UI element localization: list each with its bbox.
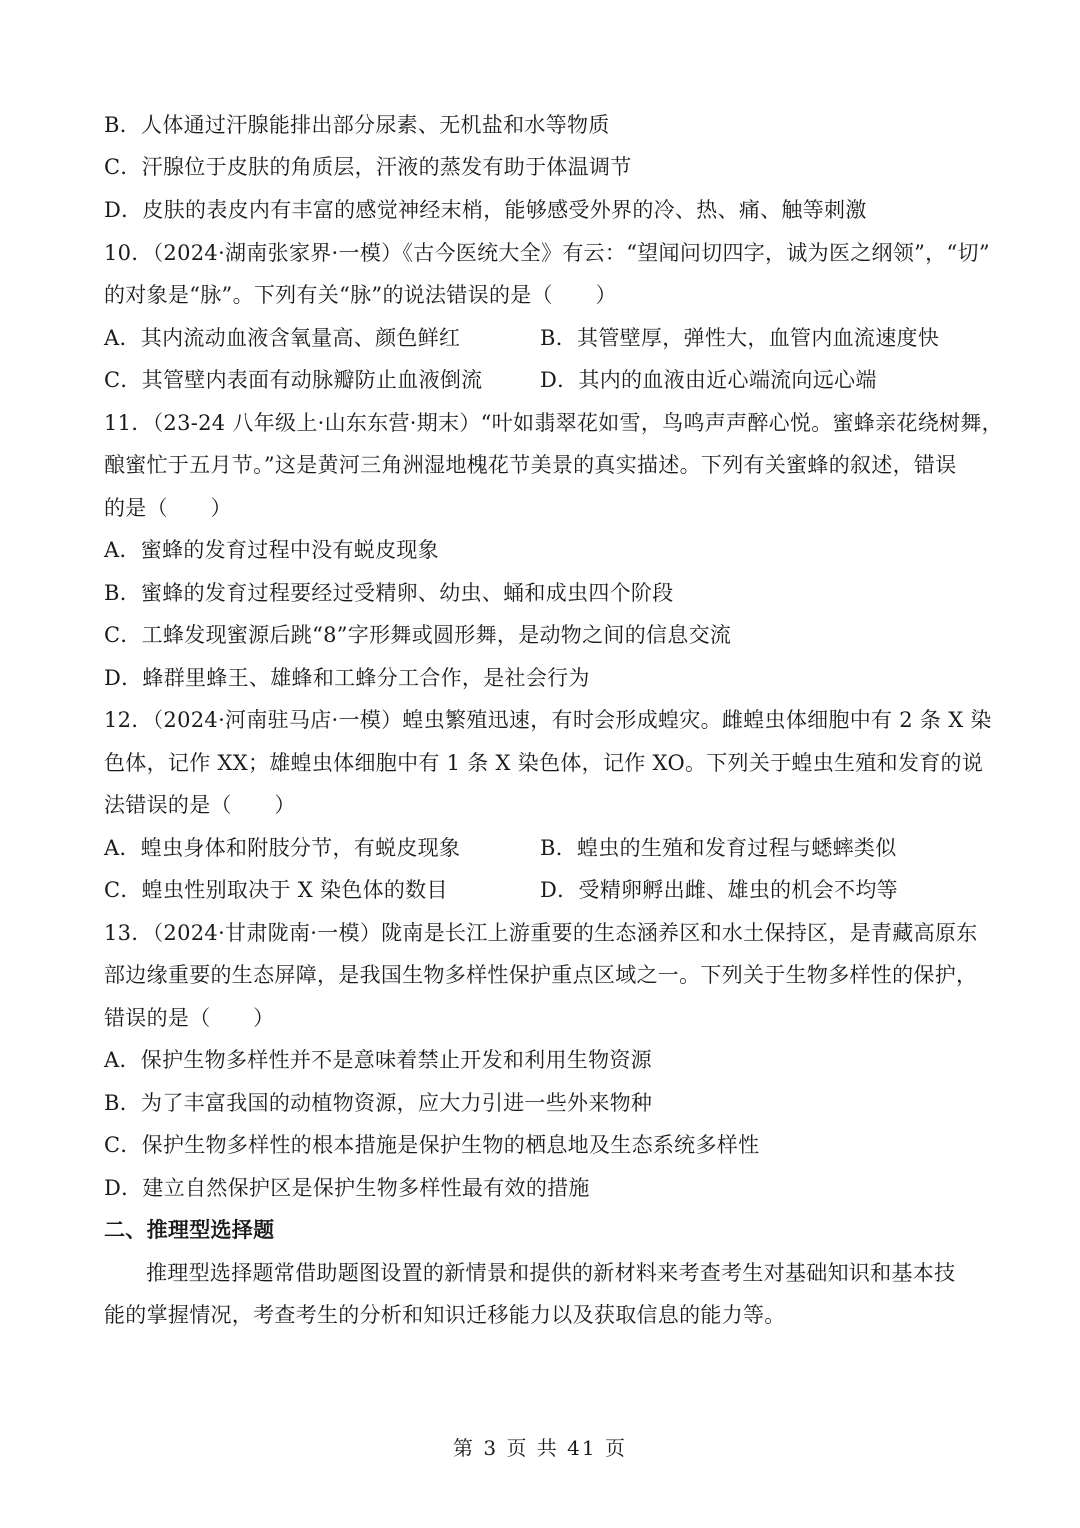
q11-stem-line-2: 酿蜜忙于五月节。”这是黄河三角洲湿地槐花节美景的真实描述。下列有关蜜蜂的叙述，错误 bbox=[104, 453, 957, 477]
q10-option-b: B．其管壁厚，弹性大，血管内血流速度快 bbox=[540, 326, 940, 350]
q9-option-b: B．人体通过汗腺能排出部分尿素、无机盐和水等物质 bbox=[104, 113, 610, 137]
q9-option-d: D．皮肤的表皮内有丰富的感觉神经末梢，能够感受外界的冷、热、痛、触等刺激 bbox=[104, 198, 867, 222]
q11-stem-line-1: 11．（23-24 八年级上·山东东营·期末）“叶如翡翠花如雪，鸟鸣声声醉心悦。蜜蜂亲花绕树舞， bbox=[104, 411, 1003, 435]
q11-option-c: C．工蜂发现蜜源后跳“8”字形舞或圆形舞，是动物之间的信息交流 bbox=[104, 623, 732, 647]
section-intro-line-1: 推理型选择题常借助题图设置的新情景和提供的新材料来考查考生对基础知识和基本技 bbox=[146, 1261, 956, 1285]
q12-stem-line-3: 法错误的是（ ） bbox=[104, 793, 296, 817]
q10-option-c: C．其管壁内表面有动脉瓣防止血液倒流 bbox=[104, 368, 483, 392]
q13-stem-line-3: 错误的是（ ） bbox=[104, 1006, 275, 1030]
q11-option-a: A．蜜蜂的发育过程中没有蜕皮现象 bbox=[104, 538, 439, 562]
q13-stem-line-1: 13．（2024·甘肃陇南·一模）陇南是长江上游重要的生态涵养区和水土保持区，是青藏高原东 bbox=[104, 921, 978, 945]
q12-stem-line-2: 色体，记作 XX；雄蝗虫体细胞中有 1 条 X 染色体，记作 XO。下列关于蝗虫生殖和发育的说 bbox=[104, 751, 984, 775]
q11-stem-line-3: 的是（ ） bbox=[104, 496, 232, 520]
q12-option-d: D．受精卵孵出雌、雄虫的机会不均等 bbox=[540, 878, 898, 902]
q12-option-c: C．蝗虫性别取决于 X 染色体的数目 bbox=[104, 878, 448, 902]
page-number: 第 3 页 共 41 页 bbox=[453, 1436, 627, 1460]
q12-option-a: A．蝗虫身体和附肢分节，有蜕皮现象 bbox=[104, 836, 461, 860]
q13-stem-line-2: 部边缘重要的生态屏障，是我国生物多样性保护重点区域之一。下列关于生物多样性的保护， bbox=[104, 963, 978, 987]
q10-option-a: A．其内流动血液含氧量高、颜色鲜红 bbox=[104, 326, 461, 350]
q13-option-a: A．保护生物多样性并不是意味着禁止开发和利用生物资源 bbox=[104, 1048, 652, 1072]
q13-option-c: C．保护生物多样性的根本措施是保护生物的栖息地及生态系统多样性 bbox=[104, 1133, 760, 1157]
q10-stem-line-1: 10．（2024·湖南张家界·一模）《古今医统大全》有云：“望闻问切四字，诚为医之纲领”，“切” bbox=[104, 241, 990, 265]
q11-option-b: B．蜜蜂的发育过程要经过受精卵、幼虫、蛹和成虫四个阶段 bbox=[104, 581, 674, 605]
q10-option-d: D．其内的血液由近心端流向远心端 bbox=[540, 368, 877, 392]
section-heading: 二、推理型选择题 bbox=[104, 1218, 275, 1242]
section-intro-line-2: 能的掌握情况，考查考生的分析和知识迁移能力以及获取信息的能力等。 bbox=[104, 1303, 786, 1327]
q9-option-c: C．汗腺位于皮肤的角质层，汗液的蒸发有助于体温调节 bbox=[104, 155, 632, 179]
q10-stem-line-2: 的对象是“脉”。下列有关“脉”的说法错误的是（ ） bbox=[104, 283, 617, 307]
q12-option-b: B．蝗虫的生殖和发育过程与蟋蟀类似 bbox=[540, 836, 897, 860]
q11-option-d: D．蜂群里蜂王、雄蜂和工蜂分工合作，是社会行为 bbox=[104, 666, 590, 690]
q12-stem-line-1: 12．（2024·河南驻马店·一模）蝗虫繁殖迅速，有时会形成蝗灾。雌蝗虫体细胞中有 2 条 X 染 bbox=[104, 708, 992, 732]
q13-option-d: D．建立自然保护区是保护生物多样性最有效的措施 bbox=[104, 1176, 590, 1200]
q13-option-b: B．为了丰富我国的动植物资源，应大力引进一些外来物种 bbox=[104, 1091, 653, 1115]
